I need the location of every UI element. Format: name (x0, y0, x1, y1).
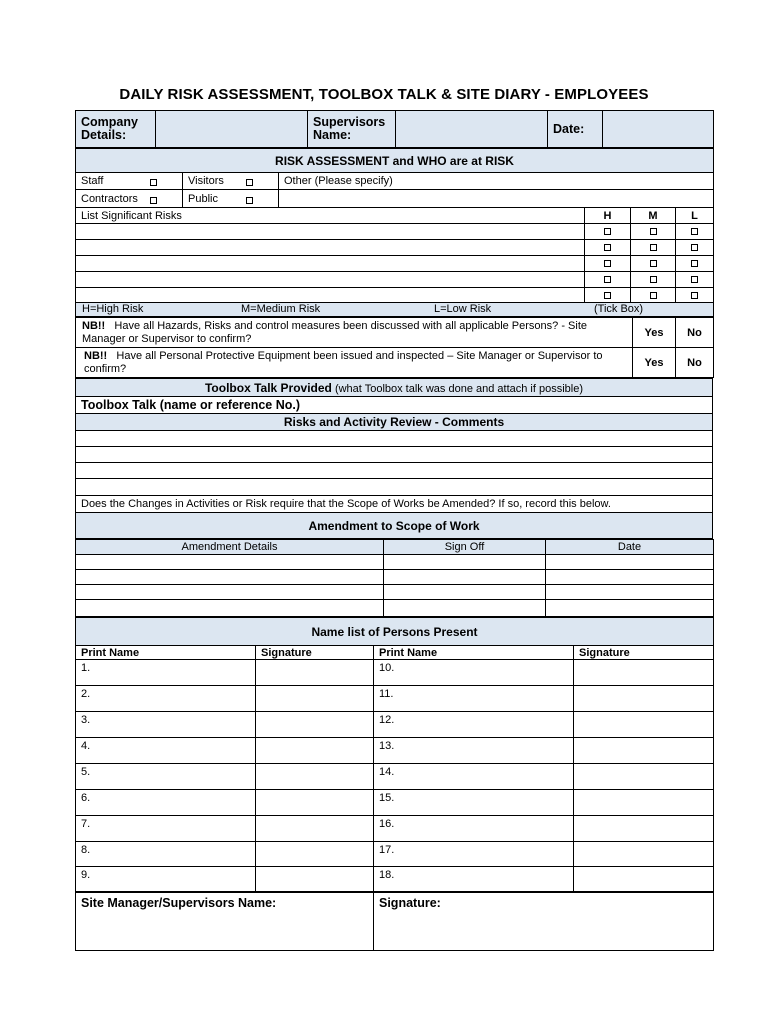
sign-off-field[interactable] (384, 555, 546, 570)
signature-field[interactable] (256, 816, 374, 842)
print-name-field[interactable] (76, 867, 256, 892)
risk-entry-field[interactable] (76, 240, 585, 256)
header-table (75, 110, 714, 148)
nb-row (76, 348, 714, 378)
person-row (76, 712, 714, 738)
risk-entry-field[interactable] (76, 288, 585, 303)
signature-field[interactable] (256, 660, 374, 686)
high-risk-checkbox[interactable] (604, 276, 611, 283)
person-row (76, 816, 714, 842)
signature-header: Signature (574, 646, 714, 660)
print-name-header: Print Name (374, 646, 574, 660)
comment-line[interactable] (76, 463, 713, 479)
yes-option[interactable]: Yes (633, 318, 676, 348)
row-number: 17. (379, 844, 395, 856)
row-number: 10. (379, 662, 395, 674)
list-significant-risks-label: List Significant Risks (76, 208, 585, 224)
risk-row (76, 224, 714, 240)
public-option[interactable] (183, 190, 279, 208)
date-field[interactable] (546, 570, 714, 585)
medium-risk-checkbox[interactable] (650, 292, 657, 299)
row-number: 18. (379, 869, 395, 881)
nb-prefix: NB!! (84, 349, 108, 362)
signature-field[interactable] (256, 686, 374, 712)
legend-medium: M=Medium Risk (241, 303, 321, 315)
date-field[interactable] (546, 555, 714, 570)
signature-field[interactable] (574, 764, 714, 790)
public-label: Public (188, 192, 218, 205)
visitors-option[interactable] (183, 173, 279, 190)
toolbox-heading (76, 379, 713, 397)
site-manager-name-field[interactable] (76, 893, 374, 951)
public-checkbox[interactable] (246, 197, 253, 204)
print-name-field[interactable] (374, 712, 574, 738)
person-row (76, 842, 714, 867)
legend-low: L=Low Risk (434, 303, 492, 315)
signature-field[interactable] (574, 686, 714, 712)
print-name-field[interactable] (374, 790, 574, 816)
print-name-field[interactable] (374, 816, 574, 842)
contractors-label: Contractors (81, 192, 138, 205)
staff-checkbox[interactable] (150, 179, 157, 186)
company-details-field[interactable] (156, 111, 308, 148)
date-header: Date (546, 540, 714, 555)
scope-question: Does the Changes in Activities or Risk require that the Scope of Works be Amended? If so, record this below. (76, 496, 713, 513)
row-number: 2. (81, 688, 91, 700)
risk-row (76, 288, 714, 303)
signature-label: Signature: (379, 896, 441, 910)
low-risk-checkbox[interactable] (691, 244, 698, 251)
nb-confirmation-table (75, 317, 714, 378)
print-name-field[interactable] (76, 660, 256, 686)
row-number: 3. (81, 714, 91, 726)
signature-header: Signature (256, 646, 374, 660)
amendment-details-field[interactable] (76, 570, 384, 585)
risk-assessment-heading: RISK ASSESSMENT and WHO are at RISK (76, 149, 714, 173)
legend-high: H=High Risk (82, 303, 144, 315)
signature-field[interactable] (256, 867, 374, 892)
print-name-field[interactable] (76, 790, 256, 816)
persons-present-table (75, 617, 714, 892)
amendment-details-field[interactable] (76, 585, 384, 600)
date-label: Date: (548, 111, 603, 148)
signature-field[interactable] (574, 660, 714, 686)
print-name-header: Print Name (76, 646, 256, 660)
staff-option[interactable] (76, 173, 183, 190)
high-risk-checkbox[interactable] (604, 228, 611, 235)
risk-entry-field[interactable] (76, 256, 585, 272)
persons-heading: Name list of Persons Present (76, 618, 714, 646)
sign-off-header: Sign Off (384, 540, 546, 555)
row-number: 12. (379, 714, 395, 726)
comment-line[interactable] (76, 431, 713, 447)
row-number: 16. (379, 818, 395, 830)
print-name-field[interactable] (374, 738, 574, 764)
row-number: 9. (81, 869, 91, 881)
sign-off-field[interactable] (384, 600, 546, 617)
high-risk-checkbox[interactable] (604, 292, 611, 299)
medium-risk-checkbox[interactable] (650, 276, 657, 283)
print-name-field[interactable] (374, 686, 574, 712)
risk-legend (76, 303, 714, 317)
form-title: DAILY RISK ASSESSMENT, TOOLBOX TALK & SITE DIARY - EMPLOYEES (119, 86, 649, 103)
print-name-field[interactable] (374, 660, 574, 686)
company-details-label: Company Details: (76, 111, 156, 148)
print-name-field[interactable] (374, 867, 574, 892)
print-name-field[interactable] (374, 842, 574, 867)
toolbox-review-table (75, 378, 713, 539)
toolbox-heading-note: (what Toolbox talk was done and attach if possible) (334, 382, 584, 395)
print-name-field[interactable] (76, 738, 256, 764)
person-row (76, 686, 714, 712)
amendment-row (76, 585, 714, 600)
medium-risk-checkbox[interactable] (650, 244, 657, 251)
nb-question-text: Have all Hazards, Risks and control measures been discussed with all applicable Persons? - Site Manager or Supervisor to confirm? (82, 319, 588, 345)
row-number: 14. (379, 766, 395, 778)
risk-row (76, 256, 714, 272)
amendment-details-field[interactable] (76, 555, 384, 570)
nb-question-text: Have all Personal Protective Equipment been issued and inspected – Site Manager or Supervisor to confirm? (84, 349, 603, 375)
print-name-field[interactable] (76, 816, 256, 842)
nb-question (76, 318, 633, 348)
person-row (76, 867, 714, 892)
sign-off-field[interactable] (384, 585, 546, 600)
amendment-heading: Amendment to Scope of Work (76, 513, 713, 539)
amendment-table (75, 539, 714, 617)
toolbox-name-label[interactable]: Toolbox Talk (name or reference No.) (76, 397, 713, 414)
comment-line[interactable] (76, 447, 713, 463)
low-risk-checkbox[interactable] (691, 276, 698, 283)
signature-field[interactable] (574, 867, 714, 892)
tick-box-note: (Tick Box) (594, 303, 644, 315)
medium-column-header: M (631, 208, 676, 224)
risk-entry-field[interactable] (76, 272, 585, 288)
amendment-row (76, 600, 714, 617)
risk-row (76, 240, 714, 256)
signature-field[interactable] (574, 816, 714, 842)
row-number: 6. (81, 792, 91, 804)
high-risk-checkbox[interactable] (604, 244, 611, 251)
amendment-row (76, 570, 714, 585)
signature-field[interactable] (256, 764, 374, 790)
high-column-header: H (585, 208, 631, 224)
other-specify-label: Other (Please specify) (279, 173, 714, 190)
supervisors-name-field[interactable] (396, 111, 548, 148)
nb-question (76, 348, 633, 378)
signature-field[interactable] (256, 790, 374, 816)
row-number: 15. (379, 792, 395, 804)
signature-field[interactable] (256, 738, 374, 764)
row-number: 1. (81, 662, 91, 674)
person-row (76, 738, 714, 764)
medium-risk-checkbox[interactable] (650, 260, 657, 267)
signature-field[interactable] (374, 893, 714, 951)
print-name-field[interactable] (76, 686, 256, 712)
site-manager-name-label: Site Manager/Supervisors Name: (81, 896, 277, 910)
person-row (76, 790, 714, 816)
row-number: 8. (81, 844, 91, 856)
date-field[interactable] (603, 111, 714, 148)
print-name-field[interactable] (76, 712, 256, 738)
signature-field[interactable] (574, 712, 714, 738)
row-number: 4. (81, 740, 91, 752)
amendment-details-field[interactable] (76, 600, 384, 617)
no-option[interactable]: No (676, 318, 714, 348)
print-name-field[interactable] (76, 764, 256, 790)
other-specify-field[interactable] (279, 190, 714, 208)
low-risk-checkbox[interactable] (691, 260, 698, 267)
low-risk-checkbox[interactable] (691, 292, 698, 299)
medium-risk-checkbox[interactable] (650, 228, 657, 235)
amendment-details-header: Amendment Details (76, 540, 384, 555)
low-risk-checkbox[interactable] (691, 228, 698, 235)
row-number: 7. (81, 818, 91, 830)
staff-label: Staff (81, 175, 104, 187)
contractors-option[interactable] (76, 190, 183, 208)
supervisors-name-label: Supervisors Name: (308, 111, 396, 148)
high-risk-checkbox[interactable] (604, 260, 611, 267)
signature-field[interactable] (256, 712, 374, 738)
date-field[interactable] (546, 600, 714, 617)
print-name-field[interactable] (76, 842, 256, 867)
signature-field[interactable] (574, 738, 714, 764)
person-row (76, 764, 714, 790)
no-option[interactable]: No (676, 348, 714, 378)
signature-field[interactable] (574, 790, 714, 816)
amendment-row (76, 555, 714, 570)
nb-row (76, 318, 714, 348)
yes-option[interactable]: Yes (633, 348, 676, 378)
comment-line[interactable] (76, 479, 713, 496)
print-name-field[interactable] (374, 764, 574, 790)
visitors-checkbox[interactable] (246, 179, 253, 186)
nb-prefix: NB!! (82, 319, 106, 332)
toolbox-heading-bold: Toolbox Talk Provided (204, 380, 332, 395)
risk-entry-field[interactable] (76, 224, 585, 240)
review-heading: Risks and Activity Review - Comments (76, 414, 713, 431)
row-number: 11. (379, 688, 394, 700)
contractors-checkbox[interactable] (150, 197, 157, 204)
risk-row (76, 272, 714, 288)
risk-assessment-table (75, 148, 714, 317)
low-column-header: L (676, 208, 714, 224)
signature-field[interactable] (256, 842, 374, 867)
date-field[interactable] (546, 585, 714, 600)
risk-assessment-form (75, 110, 713, 951)
row-number: 5. (81, 766, 91, 778)
footer-table (75, 892, 714, 951)
signature-field[interactable] (574, 842, 714, 867)
visitors-label: Visitors (188, 175, 224, 187)
sign-off-field[interactable] (384, 570, 546, 585)
row-number: 13. (379, 740, 395, 752)
person-row (76, 660, 714, 686)
